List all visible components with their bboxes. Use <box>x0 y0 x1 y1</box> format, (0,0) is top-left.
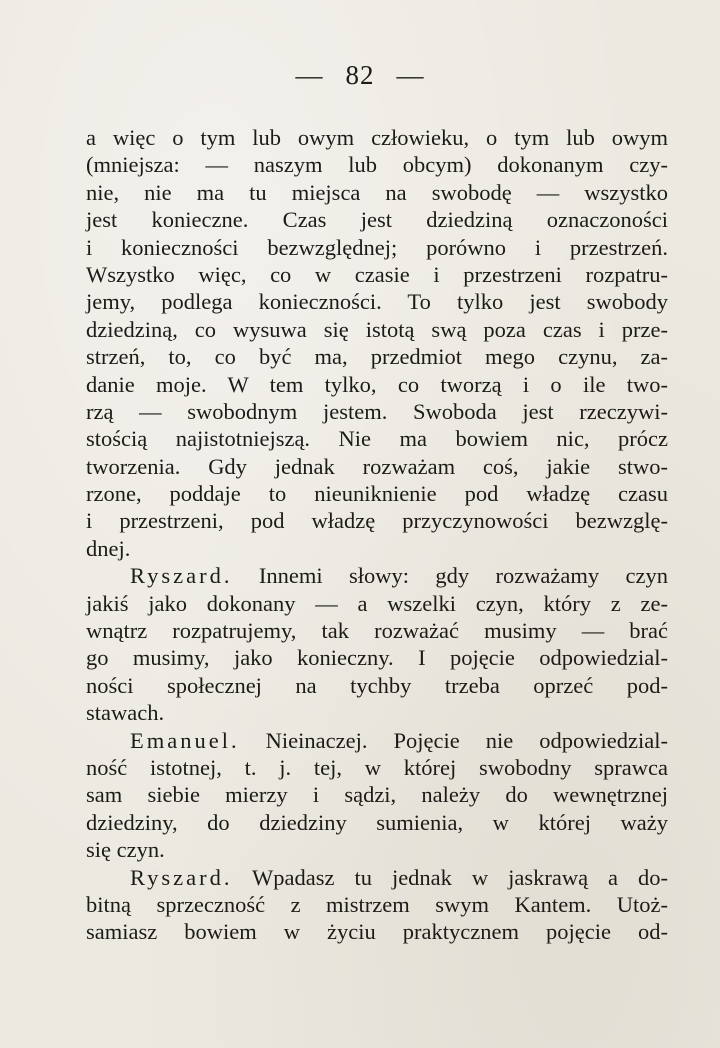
text-line: tworzenia. Gdy jednak rozważam coś, jakie stwo- <box>86 453 668 479</box>
speaker-name: Ryszard. <box>130 864 233 890</box>
text-line: rzą — swobodnym jestem. Swoboda jest rzeczywi- <box>86 398 668 424</box>
text-line: bitną sprzeczność z mistrzem swym Kantem. Utoż- <box>86 891 668 917</box>
text-fragment: Nieinaczej. Pojęcie nie odpowiedzial- <box>265 727 669 753</box>
text-line: i przestrzeni, pod władzę przyczynowości bezwzglę- <box>86 508 668 534</box>
text-line: go musimy, jako konieczny. I pojęcie odpowiedzial- <box>86 645 668 671</box>
text-line: jest konieczne. Czas jest dziedziną oznaczoności <box>86 207 668 233</box>
text-line: jakiś jako dokonany — a wszelki czyn, który z ze- <box>86 590 668 616</box>
text-line: wnątrz rozpatrujemy, tak rozważać musimy — brać <box>86 618 668 644</box>
text-line: dziedziny, do dziedziny sumienia, w której waży <box>86 809 668 835</box>
paragraph-first-line <box>86 562 668 589</box>
text-line: się czyn. <box>86 837 165 863</box>
text-line: samiasz bowiem w życiu praktycznem pojęcie od- <box>86 919 668 945</box>
page-header <box>0 58 720 92</box>
page-number: 82 <box>345 60 375 90</box>
text-line: danie moje. W tem tylko, co tworzą i o ile two- <box>86 371 668 397</box>
header-dash-left: — <box>295 60 324 90</box>
speaker-name: Emanuel. <box>130 727 240 753</box>
text-line: ności społecznej na tychby trzeba oprzeć pod- <box>86 672 668 698</box>
text-line: sam siebie mierzy i sądzi, należy do wewnętrznej <box>86 782 668 808</box>
speaker-name: Ryszard. <box>130 563 233 589</box>
text-line: dnej. <box>86 535 131 561</box>
text-line: strzeń, to, co być ma, przedmiot mego czynu, za- <box>86 344 668 370</box>
paragraph-first-line <box>86 864 668 891</box>
text-line: ność istotnej, t. j. tej, w której swobodny sprawca <box>86 754 668 780</box>
paragraph-first-line <box>86 727 668 754</box>
text-line: stawach. <box>86 700 165 726</box>
text-line: Wszystko więc, co w czasie i przestrzeni rozpatru- <box>86 261 668 287</box>
text-fragment: Innemi słowy: gdy rozważamy czyn <box>258 563 668 589</box>
text-line: (mniejsza: — naszym lub obcym) dokonanym czy- <box>86 152 668 178</box>
text-line: i konieczności bezwzględnej; porówno i przestrzeń. <box>86 234 668 260</box>
header-dash-right: — <box>396 60 425 90</box>
text-line: rzone, poddaje to nieuniknienie pod władzę czasu <box>86 481 668 507</box>
text-line: nie, nie ma tu miejsca na swobodę — wszystko <box>86 179 668 205</box>
text-line: dziedziną, co wysuwa się istotą swą poza czas i prze- <box>86 316 668 342</box>
text-line: stością najistotniejszą. Nie ma bowiem nic, prócz <box>86 426 668 452</box>
text-line: a więc o tym lub owym człowieku, o tym lub owym <box>86 125 668 150</box>
text-line: jemy, podlega konieczności. To tylko jest swobody <box>86 289 668 315</box>
text-fragment: Wpadasz tu jednak w jaskrawą a do- <box>252 864 669 890</box>
body-text <box>86 124 668 946</box>
